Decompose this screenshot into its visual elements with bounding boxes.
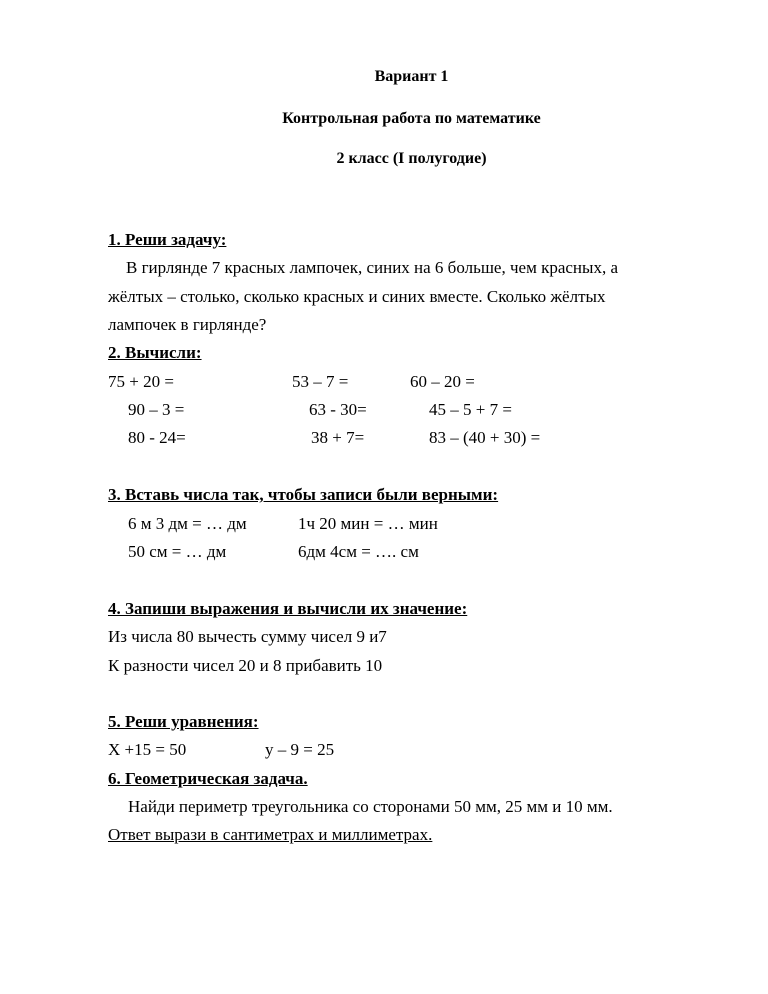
- task1-line-2: жёлтых – столько, сколько красных и синих вместе. Сколько жёлтых: [108, 287, 606, 306]
- task4-heading: 4. Запиши выражения и вычисли их значение:: [108, 599, 468, 618]
- task3-item: 1ч 20 мин = … мин: [298, 514, 438, 533]
- task1-heading: 1. Реши задачу:: [108, 230, 227, 249]
- task3-item: 6дм 4см = …. см: [298, 542, 419, 561]
- variant-title: Вариант 1: [374, 68, 449, 85]
- task1-line-1: В гирлянде 7 красных лампочек, синих на 6 больше, чем красных, а: [126, 258, 618, 277]
- task2-expr: 80 - 24=: [128, 428, 186, 447]
- task2-expr: 60 – 20 =: [410, 372, 475, 391]
- task4-line-1: Из числа 80 вычесть сумму чисел 9 и7: [108, 627, 387, 646]
- task2-expr: 53 – 7 =: [292, 372, 349, 391]
- task5-equation-1: Х +15 = 50: [108, 740, 187, 759]
- task6-line-2: Ответ вырази в сантиметрах и миллиметрах.: [108, 825, 433, 844]
- task2-expr: 75 + 20 =: [108, 372, 174, 391]
- task6-line-1: Найди периметр треугольника со сторонами 50 мм, 25 мм и 10 мм.: [128, 797, 613, 816]
- task2-expr: 38 + 7=: [311, 428, 365, 447]
- task2-expr: 63 - 30=: [309, 400, 367, 419]
- task2-expr: 90 – 3 =: [128, 400, 185, 419]
- task5-heading: 5. Реши уравнения:: [108, 712, 259, 731]
- task2-expr: 83 – (40 + 30) =: [429, 428, 541, 447]
- task1-line-3: лампочек в гирлянде?: [108, 315, 267, 334]
- task3-heading: 3. Вставь числа так, чтобы записи были верными:: [108, 485, 499, 504]
- task3-item: 6 м 3 дм = … дм: [128, 514, 247, 533]
- task3-item: 50 см = … дм: [128, 542, 227, 561]
- task2-heading: 2. Вычисли:: [108, 343, 202, 362]
- page-title: Контрольная работа по математике: [282, 110, 541, 127]
- task4-line-2: К разности чисел 20 и 8 прибавить 10: [108, 656, 383, 675]
- grade-subtitle: 2 класс (I полугодие): [336, 150, 487, 167]
- task6-heading: 6. Геометрическая задача.: [108, 769, 308, 788]
- task2-expr: 45 – 5 + 7 =: [429, 400, 512, 419]
- task5-equation-2: у – 9 = 25: [265, 740, 335, 759]
